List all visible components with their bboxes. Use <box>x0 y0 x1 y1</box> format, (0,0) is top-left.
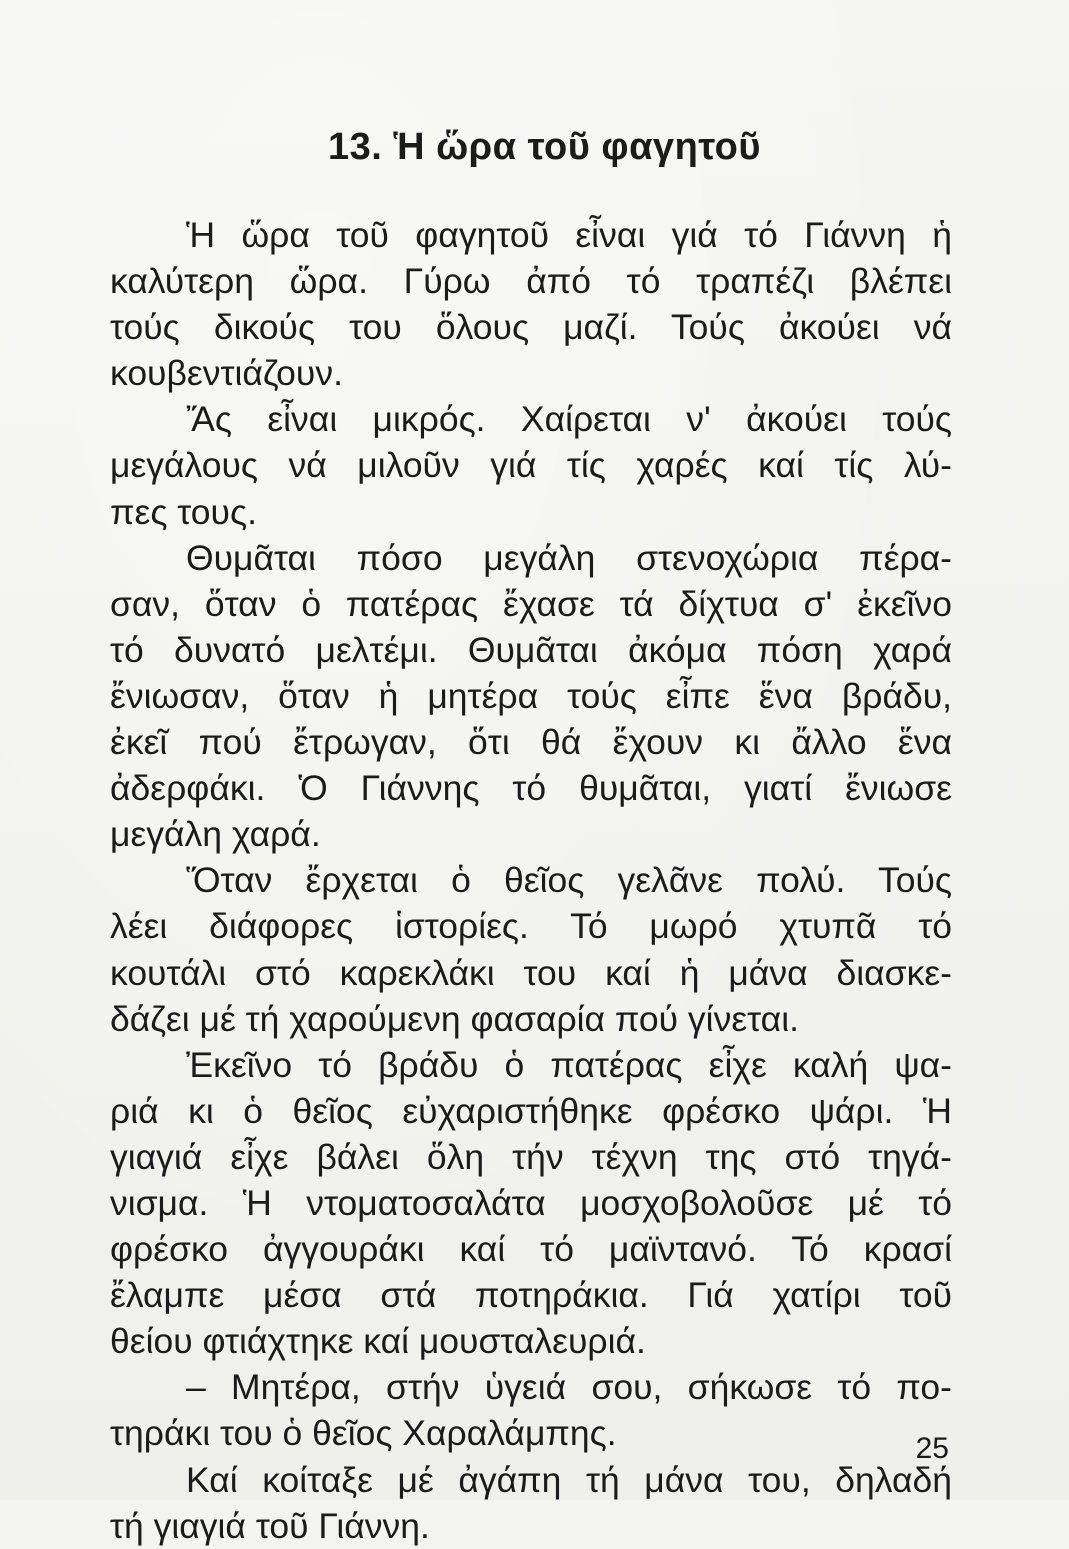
text-line: θείου φτιάχτηκε καί μουσταλευριά. <box>110 1321 646 1362</box>
chapter-title: 13. Ἡ ὥρα τοῦ φαγητοῦ <box>327 126 762 168</box>
text-line: Ἡ ὥρα τοῦ φαγητοῦ εἶναι γιά τό Γιάννη ἡ <box>186 215 952 255</box>
text-line: νισμα. Ἡ ντοματοσαλάτα μοσχοβολοῦσε μέ τό <box>110 1182 952 1223</box>
text-line: δάζει μέ τή χαρούμενη φασαρία πού γίνεται. <box>110 998 799 1039</box>
text-line: Καί κοίταξε μέ ἀγάπη τή μάνα του, δηλαδή <box>186 1459 952 1500</box>
text-line: τό δυνατό μελτέμι. Θυμᾶται ἀκόμα πόση χαρά <box>110 629 952 670</box>
text-line: μεγάλη χαρά. <box>110 814 321 855</box>
text-line: λέει διάφορες ἱστορίες. Τό μωρό χτυπᾶ τό <box>110 906 952 947</box>
text-line: πες τους. <box>110 491 257 532</box>
text-line: τηράκι του ὁ θεῖος Χαραλάμπης. <box>110 1413 617 1454</box>
text-line: κουτάλι στό καρεκλάκι του καί ἡ μάνα διασκε- <box>110 952 952 993</box>
text-line: τούς δικούς του ὅλους μαζί. Τούς ἀκούει νά <box>110 307 952 348</box>
page-number: 25 <box>915 1432 949 1465</box>
text-line: φρέσκο ἀγγουράκι καί τό μαϊντανό. Τό κρασί <box>110 1229 952 1270</box>
text-line: Ἐκεῖνο τό βράδυ ὁ πατέρας εἶχε καλή ψα- <box>186 1044 952 1085</box>
text-line: τή γιαγιά τοῦ Γιάννη. <box>110 1505 430 1546</box>
text-line: ἐκεῖ πού ἔτρωγαν, ὅτι θά ἔχουν κι ἄλλο ἕνα <box>110 722 952 763</box>
text-line: κουβεντιάζουν. <box>110 353 343 394</box>
text-line: μεγάλους νά μιλοῦν γιά τίς χαρές καί τίς λύ- <box>110 445 952 486</box>
text-line: Ἄς εἶναι μικρός. Χαίρεται ν' ἀκούει τούς <box>186 399 952 440</box>
text-line: Ὅταν ἔρχεται ὁ θεῖος γελᾶνε πολύ. Τούς <box>186 860 952 901</box>
text-line: ριά κι ὁ θεῖος εὐχαριστήθηκε φρέσκο ψάρι. Ἡ <box>110 1090 952 1131</box>
text-line: καλύτερη ὥρα. Γύρω ἀπό τό τραπέζι βλέπει <box>110 261 952 302</box>
body-text <box>110 212 952 1549</box>
text-line: γιαγιά εἶχε βάλει ὅλη τήν τέχνη της στό τηγά- <box>110 1136 952 1177</box>
text-line: – Μητέρα, στήν ὑγειά σου, σήκωσε τό πο- <box>186 1367 952 1408</box>
text-line: Θυμᾶται πόσο μεγάλη στενοχώρια πέρα- <box>186 537 952 578</box>
text-line: ἔνιωσαν, ὅταν ἡ μητέρα τούς εἶπε ἕνα βράδυ, <box>110 675 952 716</box>
text-line: σαν, ὅταν ὁ πατέρας ἔχασε τά δίχτυα σ' ἐκεῖνο <box>110 583 952 624</box>
text-line: ἔλαμπε μέσα στά ποτηράκια. Γιά χατίρι τοῦ <box>110 1275 952 1316</box>
text-line: ἀδερφάκι. Ὁ Γιάννης τό θυμᾶται, γιατί ἔνιωσε <box>110 768 952 809</box>
